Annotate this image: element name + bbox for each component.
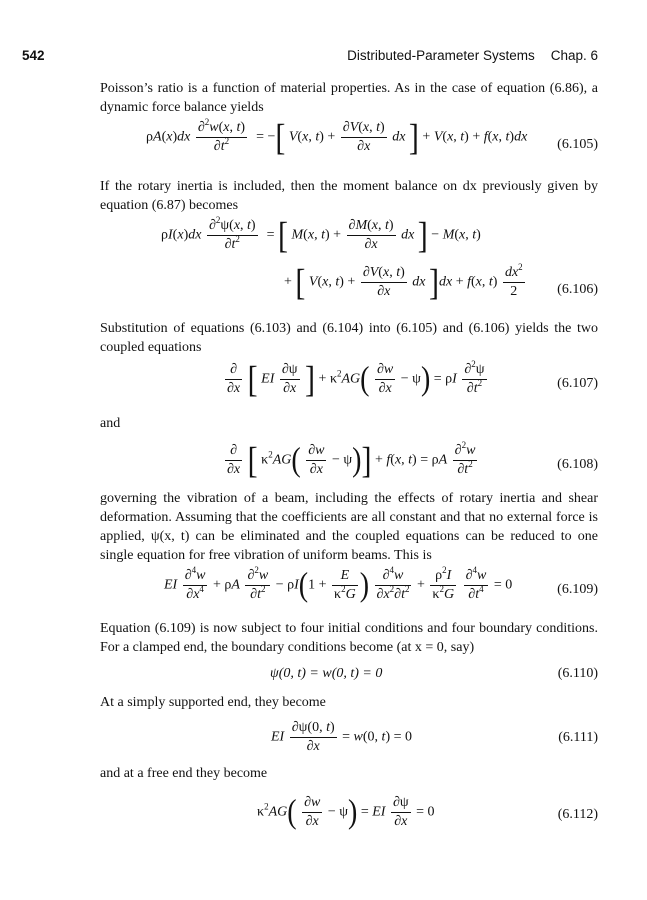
equation-6-110 [0,666,647,686]
equation-6-108: $\frac{\partial}{\partial x}$ [ $\kappa^2AG$( $\frac{\partial w}{\partial x}$ − ψ)] + f(x, t) = ρA $\frac{\partial^2w}{\partial t^2}$ (6.108) [227,439,598,481]
paragraph-3: Substitution of equations (6.103) and (6.104) into (6.105) and (6.106) yields the two coupled equations [100,321,598,355]
equation-6-112: $\kappa^2AG$( $\frac{\partial w}{\partial x}$ − ψ) = EI $\frac{\partial\psi}{\partial x}$ = 0 (6.112) [257,793,598,831]
equation-6-105: ρA(x)dx $\frac{\partial^2w(x, t)}{\partial t^2}$ = −[ V(x, t) + $\frac{\partial V(x, t)}{\partial x}$ dx ] + V(x, t) + f(x, t)dx (6.105) [146,116,598,158]
paragraph-5: governing the vibration of a beam, including the effects of rotary inertia and shear deformation. Assuming that the coefficients are all constant and that no external force is applied, ψ(x, t) can be eliminated and the coupled equations can be reduced to one single equation for free vibration of uniform beams. This is [100,491,598,563]
paragraph-7: At a simply supported end, they become [100,695,326,710]
page-header [22,48,598,66]
paragraph-2: If the rotary inertia is included, then the moment balance on dx previously given by equation (6.87) becomes [100,179,598,213]
paragraph-8: and at a free end they become [100,766,268,781]
equation-number: (6.111) [558,730,598,745]
equation-number: (6.107) [557,376,598,391]
page-number: 542 [22,48,45,63]
equation-6-106: ρI(x)dx $\frac{\partial^2\psi(x, t)}{\partial t^2}$ = [ M(x, t) + $\frac{\partial M(x, t)}{\partial x}$ dx ] − M(x, t) + [ V(x, t) + $\frac{\partial V(x, t)}{\partial x}$ dx ]dx + f(x, t) $\frac{dx^2}{2}$ (6.106) [161,214,598,303]
equation-6-111: EI $\frac{\partial\psi(0, t)}{\partial x}$ = w(0, t) = 0 (6.111) [271,720,598,754]
paragraph-4: and [100,416,121,431]
running-title [347,48,598,63]
equation-number: (6.110) [557,666,598,681]
equation-number: (6.106) [557,282,598,297]
equation-number: (6.105) [557,137,598,152]
equation-number: (6.109) [557,582,598,597]
equation-6-109: EI $\frac{\partial^4w}{\partial x^4}$ + ρA $\frac{\partial^2w}{\partial t^2}$ − ρI(1 + $\frac{E}{\kappa^2G}$ ) $\frac{\partial^4w}{\partial x^2\partial t^2}$ + $\frac{\rho^2I}{\kappa^2G}$ $\frac{\partial^4w}{\partial t^4}$ = 0 (6.109) [164,565,598,604]
chapter-label: Chap. 6 [550,48,598,63]
equation-number: (6.112) [557,807,598,822]
equation-number: (6.108) [557,457,598,472]
paragraph-1: Poisson’s ratio is a function of material properties. As in the case of equation (6.86), a dynamic force balance yields [100,81,598,115]
section-title: Distributed-Parameter Systems [347,48,535,63]
equation-text: ψ(0, t) = w(0, t) = 0 [270,666,383,681]
paragraph-6: Equation (6.109) is now subject to four initial conditions and four boundary conditions. For a clamped end, the boundary conditions become (at x = 0, say) [100,621,598,655]
equation-6-107: $\frac{\partial}{\partial x}$ [ EI $\frac{\partial\psi}{\partial x}$ ] + $\kappa^2AG$( $\frac{\partial w}{\partial x}$ − ψ) = ρI $\frac{\partial^2\psi}{\partial t^2}$ (6.107) [227,358,598,400]
